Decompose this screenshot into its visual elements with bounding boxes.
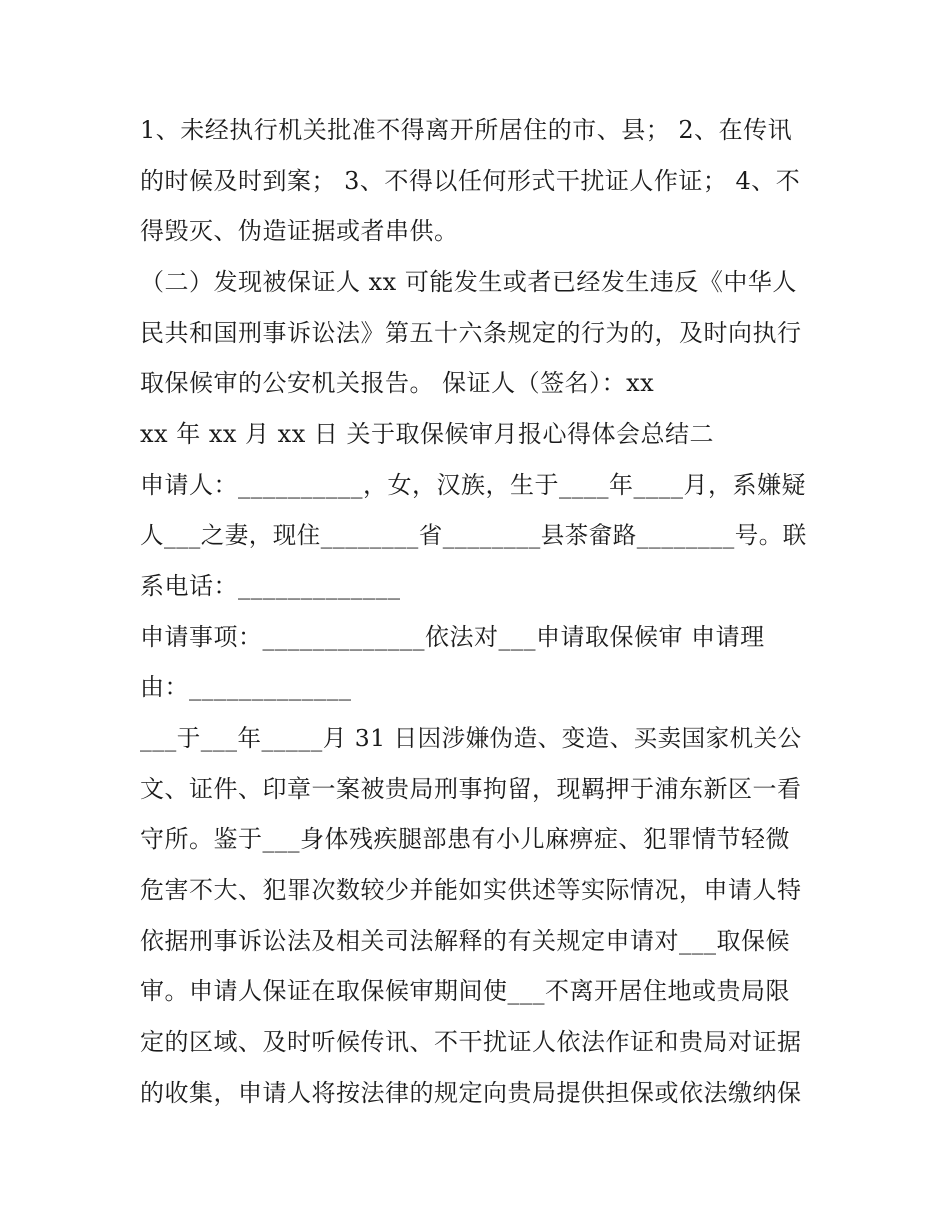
- text-line: 申请人：__________，女，汉族，生于____年____月，系嫌疑: [140, 471, 806, 499]
- text-line: 系电话：_____________: [140, 572, 401, 600]
- text-line: xx 年 xx 月 xx 日 关于取保候审月报心得体会总结二: [140, 420, 714, 448]
- text-line: 审。申请人保证在取保候审期间使___不离开居住地或贵局限: [140, 977, 790, 1005]
- text-line: 由：_____________: [140, 673, 352, 701]
- text-line: 定的区域、及时听候传讯、不干扰证人依法作证和贵局对证据: [140, 1028, 802, 1056]
- text-line: 申请事项：_____________依法对___申请取保候审 申请理: [140, 623, 765, 651]
- text-line: ___于___年_____月 31 日因涉嫌伪造、变造、买卖国家机关公: [140, 724, 802, 752]
- text-line: 危害不大、犯罪次数较少并能如实供述等实际情况，申请人特: [140, 876, 802, 904]
- text-line: 得毁灭、伪造证据或者串供。: [140, 217, 459, 245]
- text-line: 取保候审的公安机关报告。 保证人（签名）：xx: [140, 369, 655, 397]
- text-line: 的收集，申请人将按法律的规定向贵局提供担保或依法缴纳保: [140, 1079, 802, 1107]
- text-line: 守所。鉴于___身体残疾腿部患有小儿麻痹症、犯罪情节轻微: [140, 825, 790, 853]
- text-line: 文、证件、印章一案被贵局刑事拘留，现羁押于浦东新区一看: [140, 775, 802, 803]
- text-line: （二）发现被保证人 xx 可能发生或者已经发生违反《中华人: [140, 268, 797, 296]
- text-line: 依据刑事诉讼法及相关司法解释的有关规定申请对___取保候: [140, 927, 790, 955]
- text-line: 的时候及时到案； 3、不得以任何形式干扰证人作证； 4、不: [140, 167, 801, 195]
- text-line: 民共和国刑事诉讼法》第五十六条规定的行为的，及时向执行: [140, 319, 802, 347]
- text-line: 人___之妻，现住________省________县茶畲路________号。联: [140, 521, 807, 549]
- text-line: 1、未经执行机关批准不得离开所居住的市、县； 2、在传讯: [140, 116, 793, 144]
